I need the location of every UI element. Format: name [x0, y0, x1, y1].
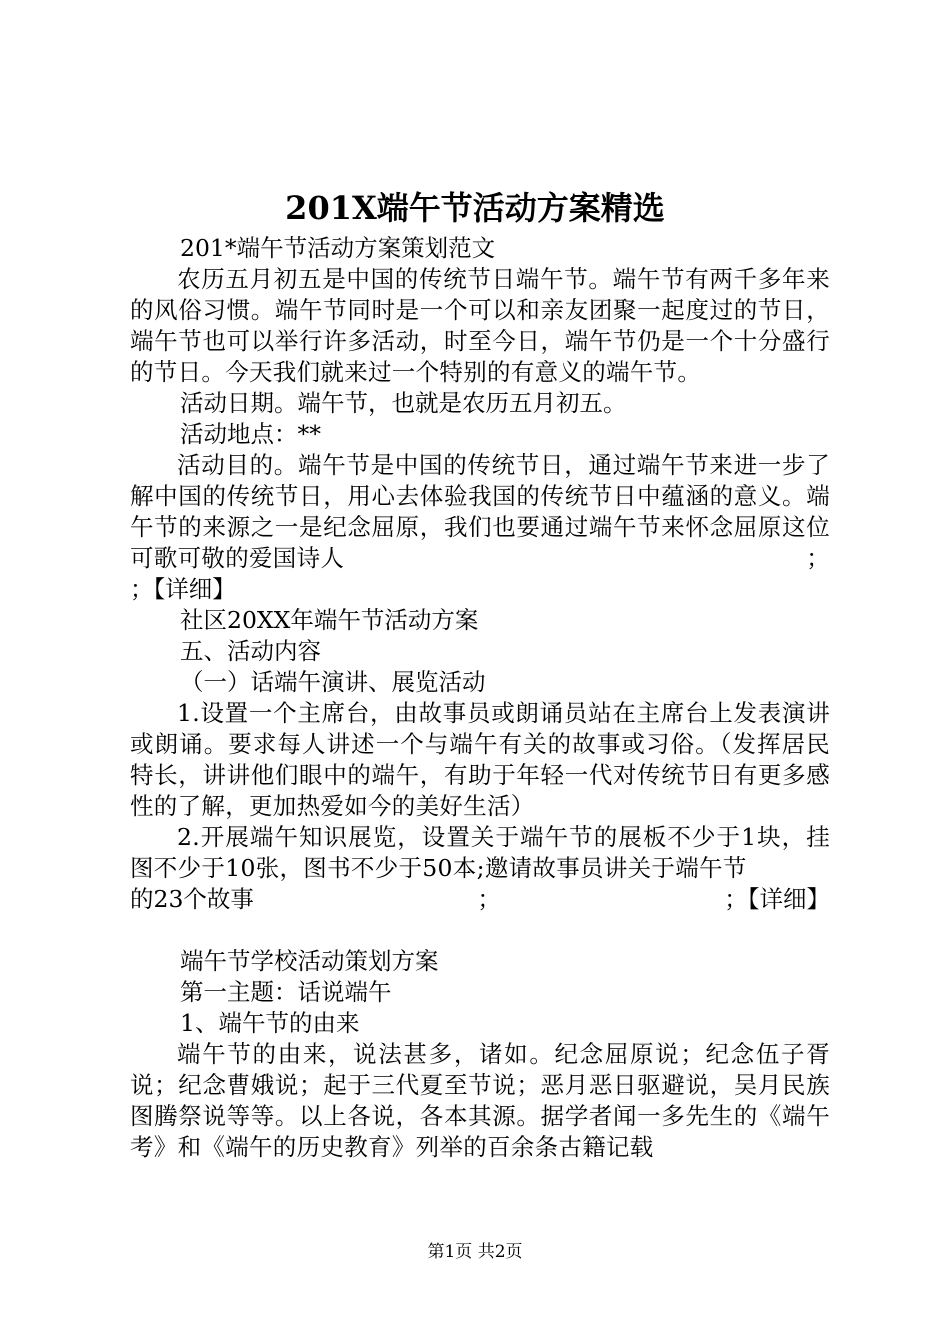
paragraph: 1.设置一个主席台，由故事员或朗诵员站在主席台上发表演讲或朗诵。要求每人讲述一个与端午有关的故事或习俗。（发挥居民特长，讲讲他们眼中的端午，有助于年轻一代对传统节日有更多感性的了解，更加热爱如今的美好生活）	[130, 699, 830, 820]
paragraph: 2.开展端午知识展览，设置关于端午节的展板不少于1块，挂图不少于10张，图书不少于50本;邀请故事员讲关于端午节	[130, 823, 830, 882]
detail-link-line	[130, 884, 830, 915]
subheading: 五、活动内容	[180, 637, 321, 665]
activity-date: 活动日期。端午节，也就是农历五月初五。	[180, 389, 627, 417]
section-heading: 201*端午节活动方案策划范文	[180, 234, 496, 262]
activity-place: 活动地点：**	[180, 420, 321, 448]
page-footer: 第1页 共2页	[427, 1242, 523, 1262]
section-heading: 社区20XX年端午节活动方案	[180, 606, 479, 634]
paragraph-text: 活动目的。端午节是中国的传统节日，通过端午节来进一步了解中国的传统节日，用心去体验我国的传统节日中蕴涵的意义。端午节的来源之一是纪念屈原，我们也要通过端午节来怀念屈原这位可歌可敬的爱国诗人	[130, 451, 830, 572]
detail-link-line	[130, 574, 830, 605]
section-heading: 端午节学校活动策划方案	[180, 947, 439, 975]
subheading: 第一主题：话说端午	[180, 978, 392, 1006]
paragraph	[130, 450, 830, 574]
subheading: （一）话端午演讲、展览活动	[180, 668, 486, 696]
blank-line	[130, 915, 830, 946]
detail-link[interactable]: ；【详细】	[130, 575, 236, 603]
paragraph-tail: 的23个故事	[130, 885, 254, 913]
subheading: 1、端午节的由来	[180, 1009, 360, 1037]
paragraph: 端午节的由来，说法甚多，诸如。纪念屈原说；纪念伍子胥说；纪念曹娥说；起于三代夏至节说；恶月恶日驱避说，吴月民族图腾祭说等等。以上各说，各本其源。据学者闻一多先生的《端午考》和《端午的历史教育》列举的百余条古籍记载	[130, 1040, 830, 1161]
document-body	[130, 233, 830, 1163]
detail-link[interactable]: ；【详细】	[724, 885, 830, 913]
document-title: 201X端午节活动方案精选	[285, 189, 665, 227]
paragraph: 农历五月初五是中国的传统节日端午节。端午节有两千多年来的风俗习惯。端午节同时是一个可以和亲友团聚一起度过的节日，端午节也可以举行许多活动，时至今日，端午节仍是一个十分盛行的节日。今天我们就来过一个特别的有意义的端午节。	[130, 265, 830, 386]
separator: ；	[477, 885, 501, 913]
separator: ；	[806, 544, 830, 572]
